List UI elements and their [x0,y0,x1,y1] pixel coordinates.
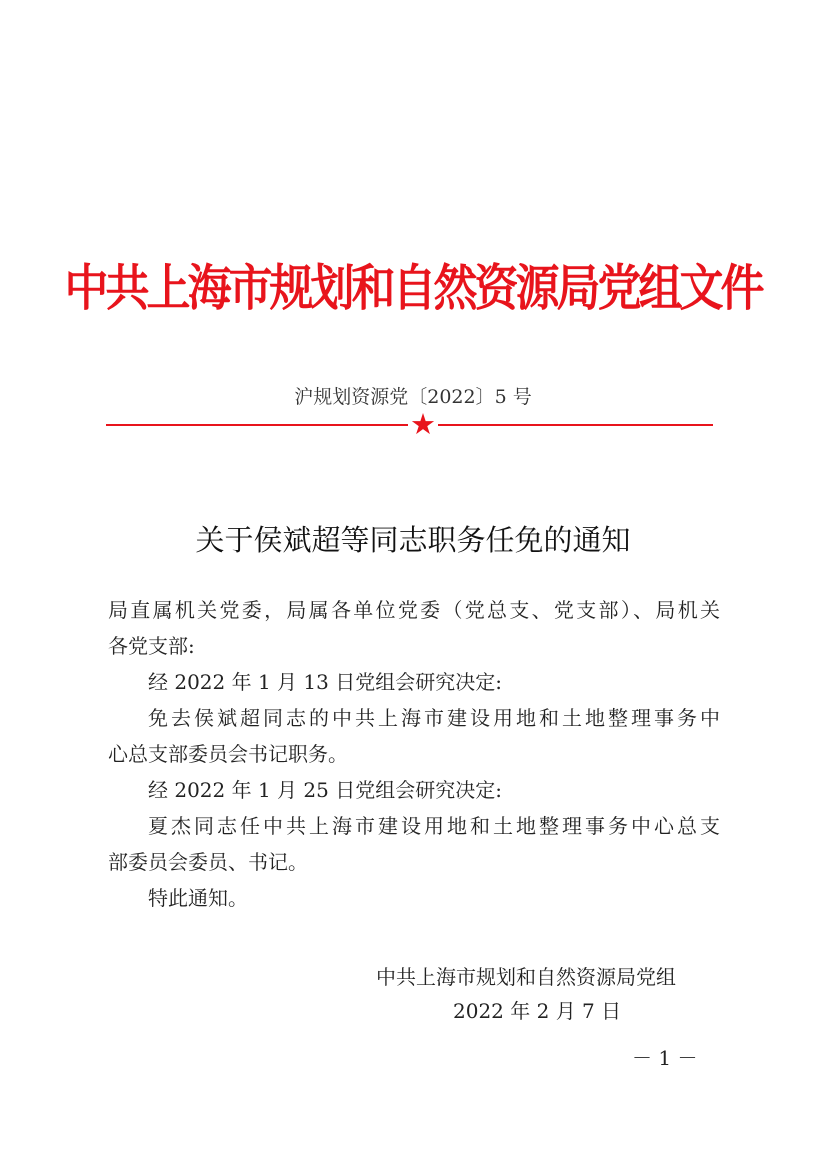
appointment-paragraph: 部委员会委员、书记。 [108,850,308,874]
red-divider-right [438,424,713,426]
closing-line: 特此通知。 [148,886,248,910]
decision-paragraph: 经 2022 年 1 月 13 日党组会研究决定: [148,670,502,694]
notice-title: 关于侯斌超等同志职务任免的通知 [195,523,631,557]
signing-organization: 中共上海市规划和自然资源局党组 [376,965,676,989]
signing-date: 2022 年 2 月 7 日 [453,999,622,1023]
page-number: － 1 － [632,1046,698,1070]
recipients-line: 各党支部: [108,634,195,658]
removal-paragraph: 心总支部委员会书记职务。 [108,742,348,766]
document-number: 沪规划资源党〔2022〕5 号 [294,386,532,408]
document-masthead: 中共上海市规划和自然资源局党组文件 [64,260,762,318]
notice-body [108,592,720,916]
recipients-line: 局直属机关党委，局属各单位党委（党总支、党支部）、局机关 [108,598,720,622]
appointment-paragraph: 夏杰同志任中共上海市建设用地和土地整理事务中心总支 [148,814,720,838]
red-divider-left [106,424,408,426]
decision-paragraph: 经 2022 年 1 月 25 日党组会研究决定: [148,778,502,802]
removal-paragraph: 免去侯斌超同志的中共上海市建设用地和土地整理事务中 [148,706,720,730]
star-icon: ★ [410,407,436,441]
